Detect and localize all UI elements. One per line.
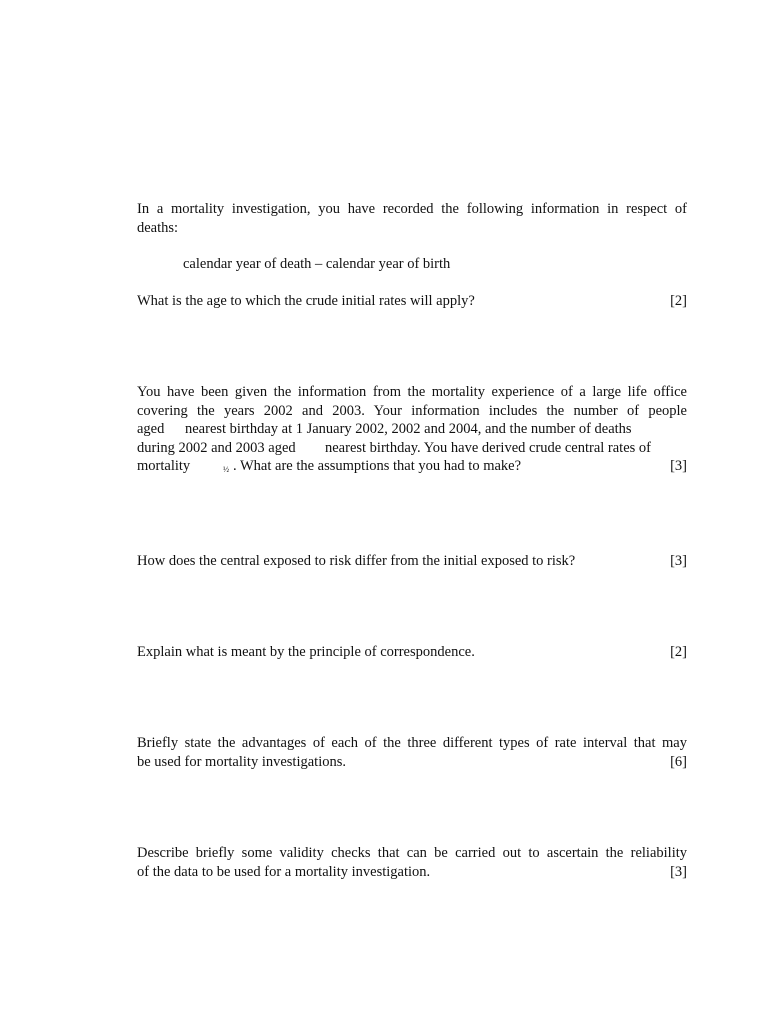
marks-label: [2] (670, 292, 687, 309)
marks-label: [6] (670, 753, 687, 770)
question-1 (137, 200, 687, 310)
question-prompt: What is the age to which the crude initial rates will apply? (137, 292, 475, 309)
question-prompt-row (137, 863, 687, 882)
question-prompt-row (137, 753, 687, 772)
question-prompt-row: mortality $_{\frac{1}{2}}$ . What are the assumptions that you had to make? [3] (137, 457, 687, 476)
question-text-line: covering the years 2002 and 2003. Your information includes the number of people (137, 402, 687, 419)
question-4 (137, 643, 687, 662)
marks-label: [3] (670, 553, 687, 569)
question-prompt: of the data to be used for a mortality investigation. (137, 863, 431, 880)
question-text-line: In a mortality investigation, you have recorded the following information in respect of (137, 201, 687, 217)
question-prompt-row (137, 552, 687, 571)
question-3 (137, 552, 687, 571)
question-6 (137, 844, 687, 881)
question-text-line: Describe briefly some validity checks that can be carried out to ascertain the reliability (137, 845, 687, 861)
marks-label: [2] (670, 644, 687, 660)
question-prompt-row (137, 292, 687, 311)
question-text-line: during 2002 and 2003 aged nearest birthday. You have derived crude central rates of (137, 439, 651, 456)
question-prompt: be used for mortality investigations. (137, 753, 347, 770)
marks-label: [3] (670, 863, 687, 880)
question-prompt: How does the central exposed to risk differ from the initial exposed to risk? (137, 553, 576, 569)
marks-label: [3] (670, 458, 687, 474)
question-text-line: You have been given the information from the mortality experience of a large life office (137, 384, 687, 400)
question-text-line: Briefly state the advantages of each of the three different types of rate interval that may (137, 735, 687, 751)
question-prompt: Explain what is meant by the principle of correspondence. (137, 644, 475, 660)
rate-subscript: ½ (223, 465, 229, 474)
question-text-line: aged nearest birthday at 1 January 2002, 2002 and 2004, and the number of deaths (137, 421, 632, 437)
formula-text: calendar year of death – calendar year of birth (183, 256, 451, 272)
question-prompt-row (137, 643, 687, 662)
question-5 (137, 734, 687, 771)
question-2 (137, 383, 687, 476)
question-text-line: deaths: (137, 219, 179, 236)
